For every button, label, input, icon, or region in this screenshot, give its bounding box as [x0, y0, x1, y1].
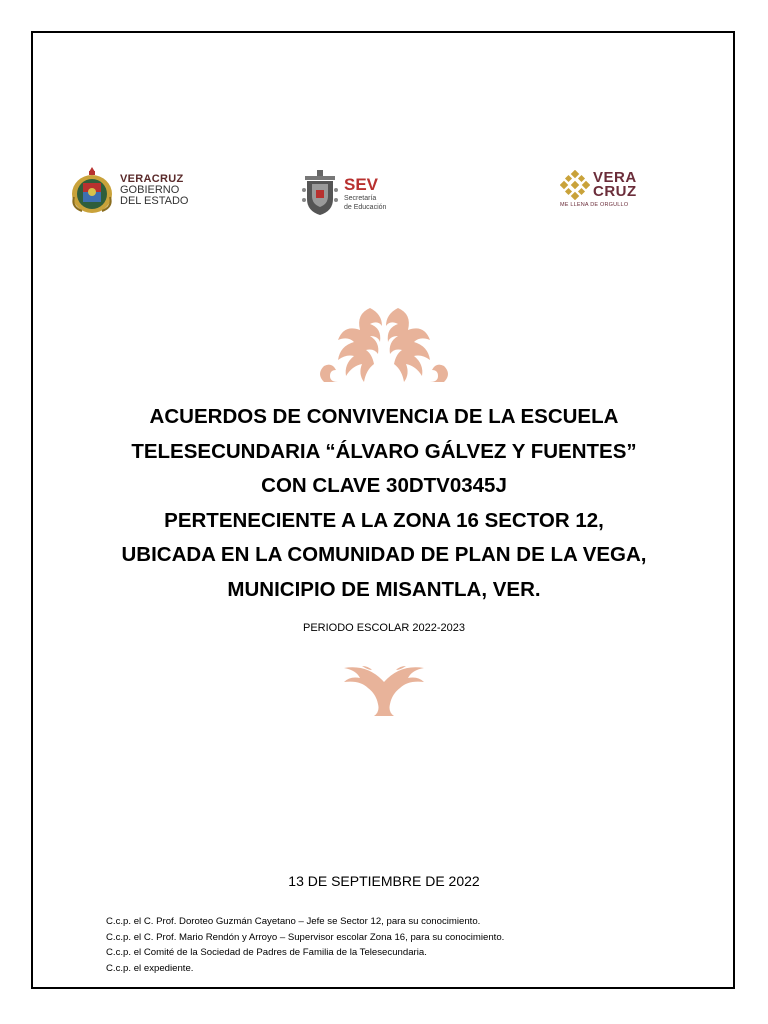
sev-line2: de Educación — [344, 204, 387, 211]
sev-acronym: SEV — [344, 175, 379, 194]
school-period: PERIODO ESCOLAR 2022-2023 — [302, 622, 466, 634]
ccp-line-2: C.c.p. el C. Prof. Mario Rendón y Arroyo – Supervisor escolar Zona 16, para su conocimiento. — [106, 931, 505, 943]
vc-line1: VERA — [593, 169, 637, 186]
gob-line2: GOBIERNO — [120, 183, 180, 196]
gob-line1: VERACRUZ — [120, 172, 184, 185]
gob-line3: DEL ESTADO — [120, 194, 189, 207]
floral-scroll-icon — [310, 304, 458, 388]
gobierno-veracruz-logo — [70, 165, 188, 215]
title-line-6: MUNICIPIO DE MISANTLA, VER. — [227, 577, 541, 601]
title-line-2: TELESECUNDARIA “ÁLVARO GÁLVEZ Y FUENTES” — [131, 439, 637, 463]
sev-line1: Secretaría — [344, 195, 377, 202]
title-line-4: PERTENECIENTE A LA ZONA 16 SECTOR 12, — [164, 508, 604, 532]
ccp-line-4: C.c.p. el expediente. — [106, 962, 194, 974]
floral-flourish-icon — [342, 664, 426, 716]
sev-logo — [300, 170, 386, 218]
title-line-3: CON CLAVE 30DTV0345J — [261, 474, 507, 497]
copies-list — [106, 914, 504, 976]
sev-shield-icon — [300, 170, 340, 218]
vc-tagline: ME LLENA DE ORGULLO — [560, 202, 629, 208]
veracruz-coat-of-arms-icon — [70, 165, 114, 215]
document-date: 13 DE SEPTIEMBRE DE 2022 — [288, 873, 480, 889]
veracruz-orgullo-logo — [560, 170, 637, 208]
vc-line2: CRUZ — [593, 183, 637, 200]
ccp-line-3: C.c.p. el Comité de la Sociedad de Padres de Familia de la Telesecundaria. — [106, 947, 427, 959]
ccp-line-1: C.c.p. el C. Prof. Doroteo Guzmán Cayetano – Jefe se Sector 12, para su conocimiento. — [106, 916, 481, 927]
veracruz-knot-icon — [560, 170, 590, 200]
title-line-5: UBICADA EN LA COMUNIDAD DE PLAN DE LA VEGA, — [121, 543, 647, 566]
title-line-1: ACUERDOS DE CONVIVENCIA DE LA ESCUELA — [149, 405, 619, 428]
floral-ornament-top — [310, 304, 458, 393]
floral-ornament-bottom — [342, 664, 426, 721]
document-title — [40, 400, 728, 607]
